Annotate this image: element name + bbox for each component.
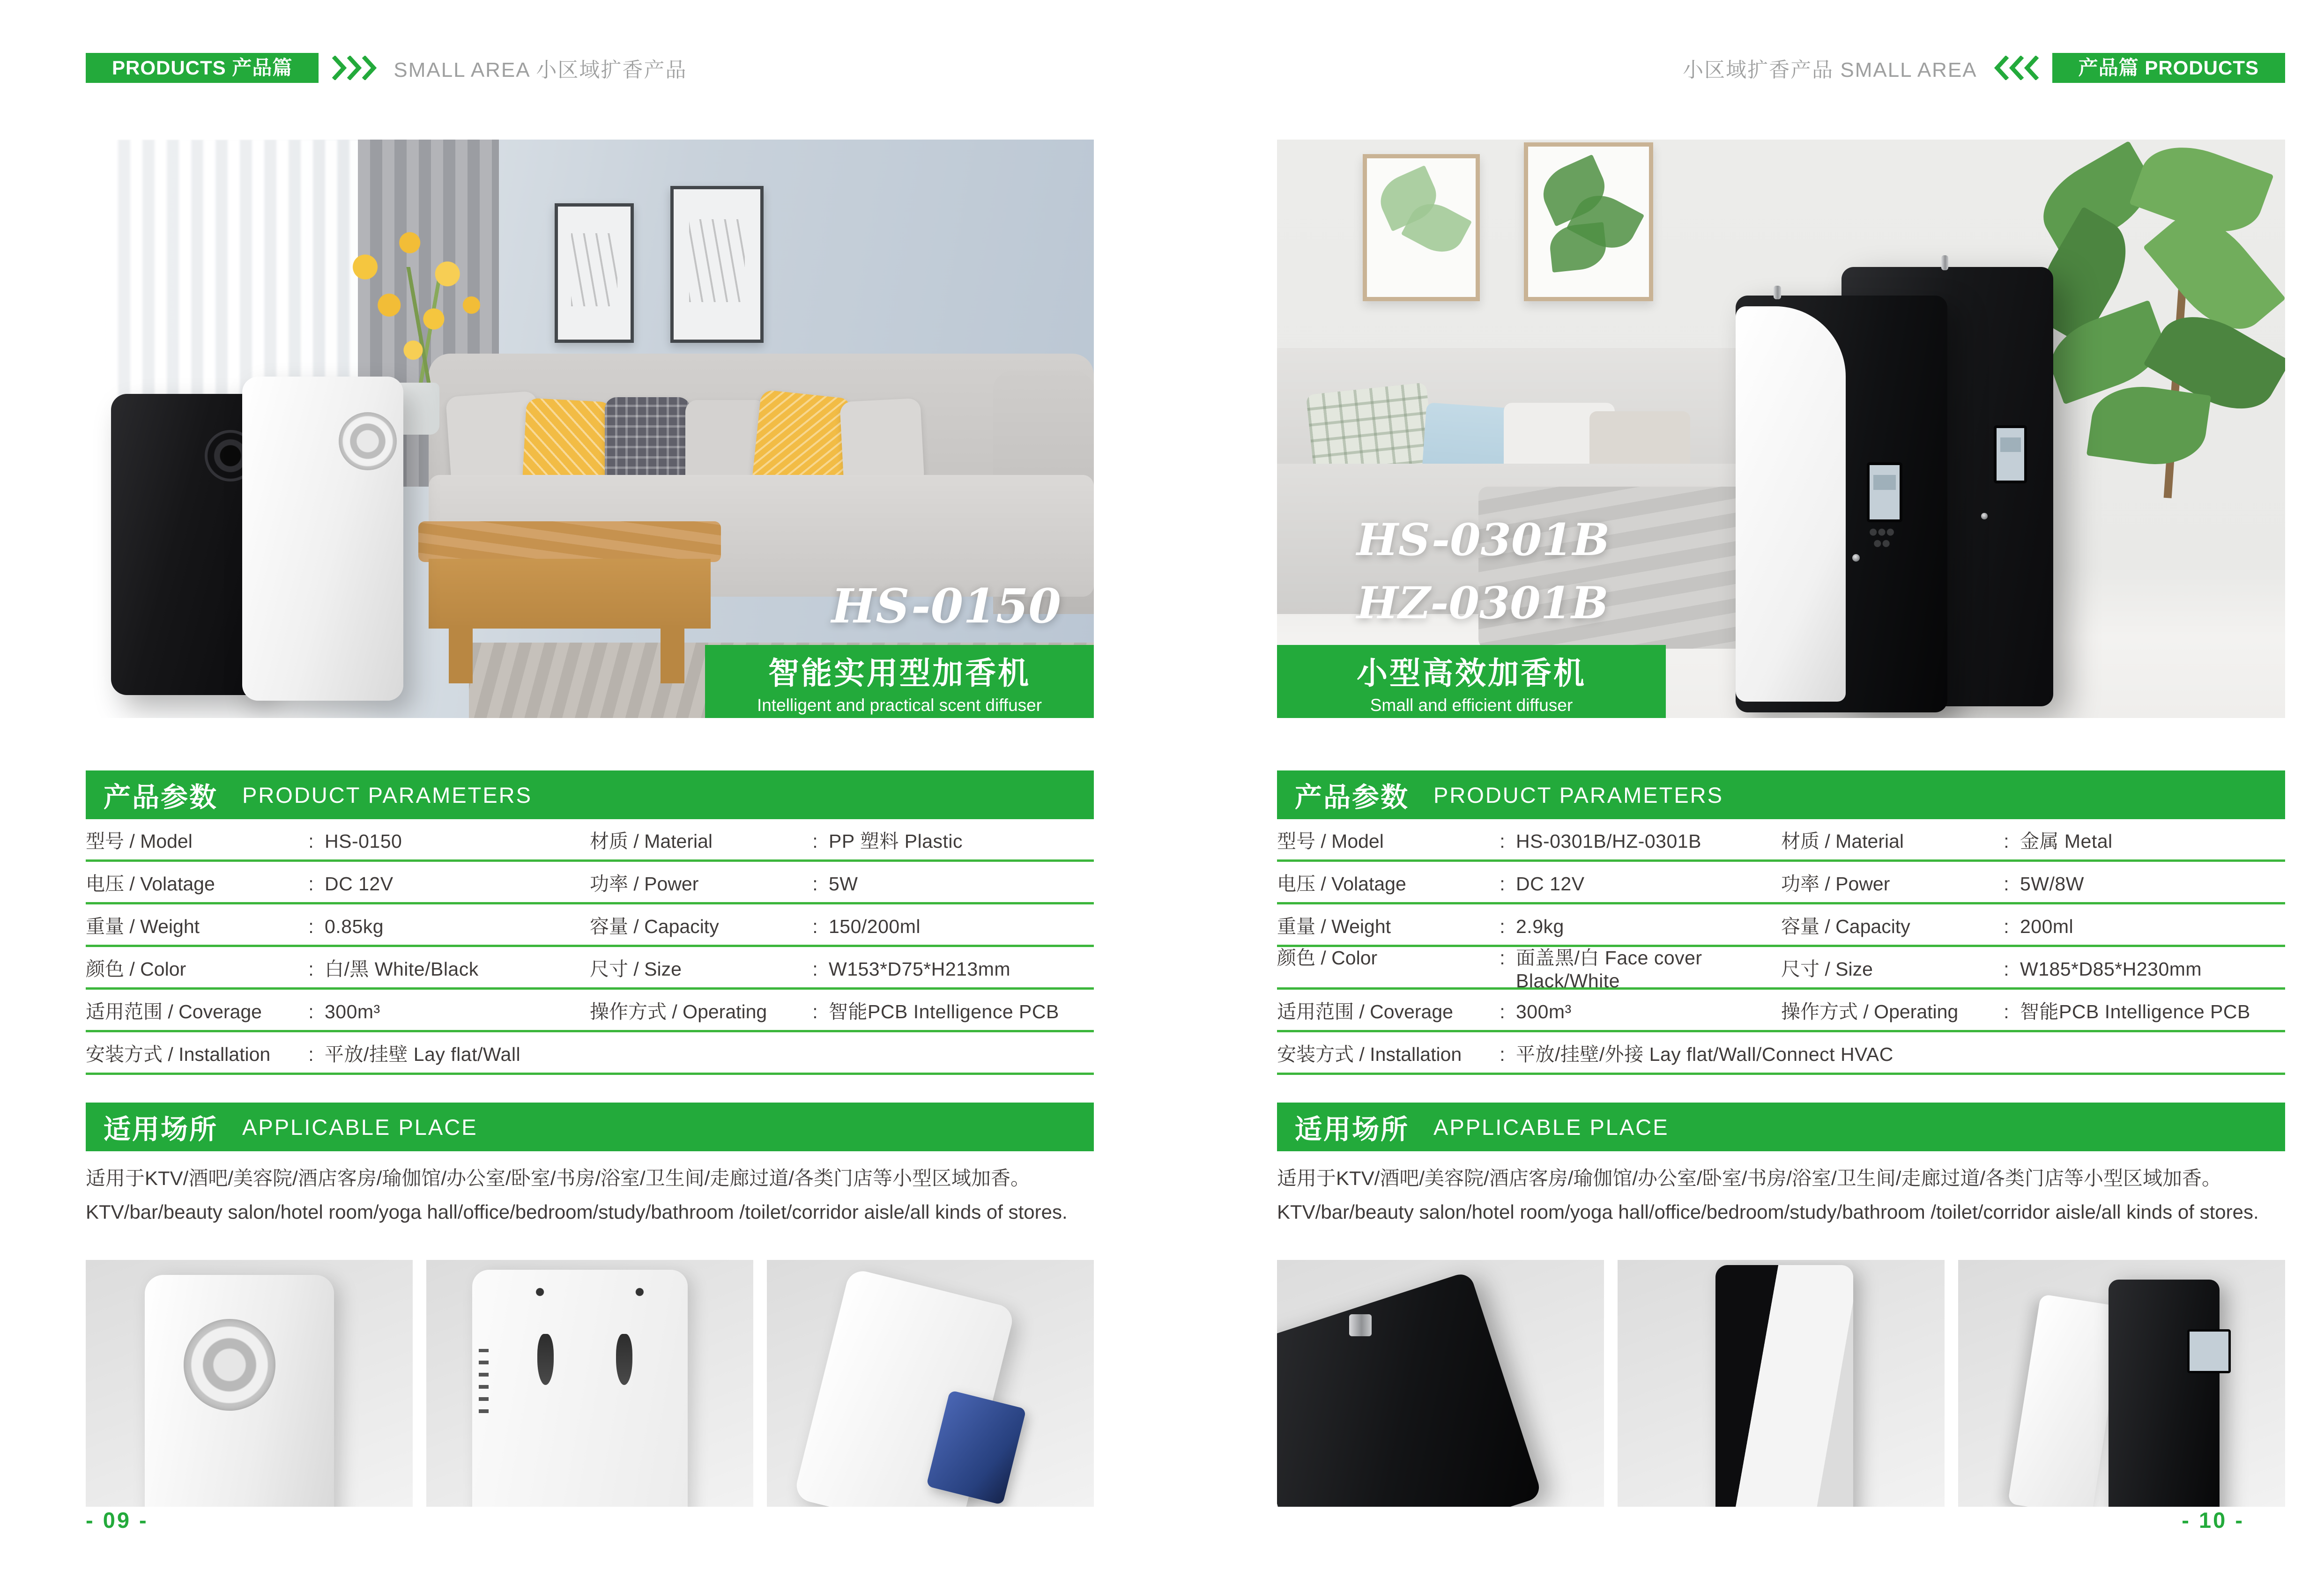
coffee-table [418,521,721,562]
section-heading-en: PRODUCT PARAMETERS [1433,782,1723,807]
param-colon: : [308,915,314,937]
section-bar-applicable-place [86,1103,1094,1151]
place-text-en: KTV/bar/beauty salon/hotel room/yoga hall/office/bedroom/study/bathroom /toilet/corridor aisle/all kinds of stores. [86,1201,1068,1223]
yellow-flowers [327,215,499,389]
keyhole-slot [616,1334,632,1385]
param-cell [590,868,1094,896]
param-label: 电压 / Volatage [86,873,215,895]
header-crumb: SMALL AREA 小区域扩香产品 [394,59,687,81]
section-heading-cn: 适用场所 [104,1114,218,1145]
vent-closeup [184,1319,275,1410]
param-value: 平放/挂壁 Lay flat/Wall [325,1043,521,1065]
param-row [1277,947,2285,990]
param-colon: : [812,830,818,852]
header-crumb: 小区域扩香产品 SMALL AREA [1683,59,1977,81]
param-cell [86,911,590,939]
place-text-cn: 适用于KTV/酒吧/美容院/酒店客房/瑜伽馆/办公室/卧室/书房/浴室/卫生间/走廊过道/各类门店等小型区域加香。 [1277,1167,2222,1189]
thumbnail-side-view [1618,1260,1945,1507]
param-value: 智能PCB Intelligence PCB [829,1000,1059,1022]
param-colon: : [812,958,818,980]
param-label: 重量 / Weight [1277,915,1391,937]
chevron-right-icon [331,56,381,80]
param-cell [1277,1039,2285,1066]
param-cell [1781,826,2285,853]
param-value: 200ml [2020,915,2074,937]
product-photo-hs0150 [86,140,1094,718]
param-colon: : [1500,1043,1505,1065]
param-colon: : [2004,1000,2009,1022]
param-value: 0.85kg [325,915,384,937]
botanical-frame [1363,154,1480,301]
param-cell [1781,996,2285,1024]
param-cell [1781,911,2285,939]
param-cell [590,826,1094,853]
page-number: - 10 - [2182,1508,2244,1533]
table-leg [661,625,685,683]
param-colon: : [308,1043,314,1065]
param-row [86,819,1094,862]
thumbnail-top-corner [1277,1260,1604,1507]
param-colon: : [1500,873,1505,895]
param-row [86,990,1094,1032]
param-value: 平放/挂壁/外接 Lay flat/Wall/Connect HVAC [1516,1043,1893,1065]
header-badge: PRODUCTS 产品篇 [86,53,319,83]
param-value: 5W/8W [2020,873,2084,895]
param-value: 智能PCB Intelligence PCB [2020,1000,2250,1022]
param-value: 150/200ml [829,915,921,937]
param-value: W153*D75*H213mm [829,958,1011,980]
chevron-left-icon [1990,56,2040,80]
param-row [1277,990,2285,1032]
lcd-screen [2187,1329,2231,1373]
diffuser-black-white-face [1736,296,1947,712]
param-cell [86,954,590,981]
back-panel [472,1270,688,1507]
param-colon: : [308,830,314,852]
coffee-table-front [429,559,711,628]
param-colon: : [812,873,818,895]
param-label: 操作方式 / Operating [590,1000,767,1022]
lock-knob [1981,513,1988,519]
param-value: 金属 Metal [2020,830,2113,852]
section-bar-applicable-place [1277,1103,2285,1151]
param-colon: : [2004,958,2009,980]
param-row [86,862,1094,904]
diffuser-black [111,394,262,695]
botanical-frame [1524,142,1653,301]
mount-holes [524,1285,655,1300]
param-label: 型号 / Model [1277,830,1384,852]
nozzle [1349,1314,1372,1336]
nozzle [1774,286,1781,299]
param-label: 功率 / Power [590,873,699,895]
param-label: 安装方式 / Installation [1277,1043,1462,1065]
param-value: 300m³ [1516,1000,1572,1022]
param-value: 2.9kg [1516,915,1564,937]
param-cell [1277,996,1781,1024]
param-colon: : [812,1000,818,1022]
thumbnail-row [86,1260,1094,1507]
param-label: 功率 / Power [1781,873,1890,895]
black-device-top [1277,1271,1543,1507]
section-heading-en: APPLICABLE PLACE [242,1114,478,1140]
param-label: 适用范围 / Coverage [1277,1000,1453,1022]
black-device-body [2109,1280,2220,1507]
param-label: 重量 / Weight [86,915,200,937]
param-label: 颜色 / Color [1277,947,1378,969]
param-cell [1277,911,1781,939]
thumbnail-back-panel [426,1260,753,1507]
param-colon: : [308,873,314,895]
page-number: - 09 - [86,1508,148,1533]
param-label: 材质 / Material [590,830,713,852]
param-value: 300m³ [325,1000,380,1022]
catalog-page-right [1162,0,2324,1577]
model-label: HS-0150 [831,578,1061,634]
param-label: 电压 / Volatage [1277,873,1406,895]
diffuser-white [242,377,403,701]
product-title-cn: 小型高效加香机 [1357,655,1586,690]
param-value: DC 12V [1516,873,1585,895]
param-label: 型号 / Model [86,830,193,852]
control-buttons [1869,525,1894,549]
param-row [1277,819,2285,862]
param-value: DC 12V [325,873,394,895]
param-label: 适用范围 / Coverage [86,1000,262,1022]
param-colon: : [812,915,818,937]
side-vents [479,1349,489,1413]
section-heading-en: APPLICABLE PLACE [1433,1114,1669,1140]
thumbnail-open-bottle [767,1260,1094,1507]
lcd-screen [1867,462,1902,522]
param-value: HS-0301B/HZ-0301B [1516,830,1701,852]
white-cover-leaning [2007,1294,2124,1507]
param-cell [86,1039,1094,1066]
param-label: 容量 / Capacity [1781,915,1910,937]
param-label: 操作方式 / Operating [1781,1000,1959,1022]
page-header-left [86,52,1094,83]
params-table [1277,819,2285,1075]
param-label: 尺寸 / Size [1781,958,1873,980]
param-value: 5W [829,873,858,895]
product-title-box [705,645,1094,718]
param-cell [590,996,1094,1024]
place-text-en: KTV/bar/beauty salon/hotel room/yoga hall/office/bedroom/study/bathroom /toilet/corridor aisle/all kinds of stores. [1277,1201,2259,1223]
product-title-cn: 智能实用型加香机 [768,655,1031,690]
param-cell [1277,868,1781,896]
param-colon: : [1500,915,1505,937]
param-value: PP 塑料 Plastic [829,830,963,852]
picture-frame [670,186,764,343]
param-colon: : [1500,830,1505,852]
model-label: HZ-0301B [1357,577,1609,629]
params-table [86,819,1094,1075]
param-cell [1277,942,1781,992]
header-badge: 产品篇 PRODUCTS [2052,53,2285,83]
param-colon: : [308,1000,314,1022]
diffuser-vent [339,412,397,470]
param-row [86,947,1094,990]
param-cell [1781,954,2285,981]
param-cell [590,954,1094,981]
param-value: 白/黑 White/Black [325,958,479,980]
param-label: 颜色 / Color [86,958,186,980]
param-label: 材质 / Material [1781,830,1904,852]
product-title-en: Small and efficient diffuser [1370,695,1573,715]
applicable-place-text [1277,1162,2285,1229]
section-heading-cn: 产品参数 [1295,782,1410,813]
section-bar-product-parameters [86,770,1094,819]
param-row [86,1032,1094,1075]
section-heading-cn: 适用场所 [1295,1114,1410,1145]
keyhole-slot [537,1334,554,1385]
nozzle [1941,255,1948,270]
section-bar-product-parameters [1277,770,2285,819]
param-colon: : [2004,873,2009,895]
param-value: HS-0150 [325,830,402,852]
section-heading-cn: 产品参数 [104,782,218,813]
param-row [1277,1032,2285,1075]
lcd-screen [1994,425,2027,484]
param-cell [86,826,590,853]
param-cell [590,911,1094,939]
place-text-cn: 适用于KTV/酒吧/美容院/酒店客房/瑜伽馆/办公室/卧室/书房/浴室/卫生间/走廊过道/各类门店等小型区域加香。 [86,1167,1031,1189]
param-colon: : [308,958,314,980]
black-white-device [1715,1265,1853,1507]
param-colon: : [2004,830,2009,852]
param-cell [1781,868,2285,896]
picture-frame [555,203,634,343]
fiddle-leaf-plant [2023,151,2285,498]
param-label: 尺寸 / Size [590,958,682,980]
model-label: HS-0301B [1357,514,1610,566]
param-label: 安装方式 / Installation [86,1043,271,1065]
param-cell [86,996,590,1024]
param-cell [1277,826,1781,853]
white-face-cover [1736,306,1846,702]
param-cell [86,868,590,896]
product-title-en: Intelligent and practical scent diffuser [757,695,1042,715]
param-colon: : [1500,1000,1505,1022]
thumbnail-cover-off [1958,1260,2285,1507]
page-header-right [1277,52,2285,83]
lock-knob [1852,554,1860,562]
table-leg [449,625,473,683]
applicable-place-text [86,1162,1094,1229]
param-value: W185*D85*H230mm [2020,958,2202,980]
param-label: 容量 / Capacity [590,915,719,937]
param-value: 面盖黑/白 Face cover Black/White [1516,947,1702,992]
param-colon: : [1500,947,1505,969]
param-row [1277,862,2285,904]
thumbnail-row [1277,1260,2285,1507]
product-title-box [1277,645,1666,718]
section-heading-en: PRODUCT PARAMETERS [242,782,532,807]
param-row [1277,904,2285,947]
thumbnail-front-vent [86,1260,413,1507]
product-photo-hs0301b [1277,140,2285,718]
param-colon: : [2004,915,2009,937]
param-row [86,904,1094,947]
